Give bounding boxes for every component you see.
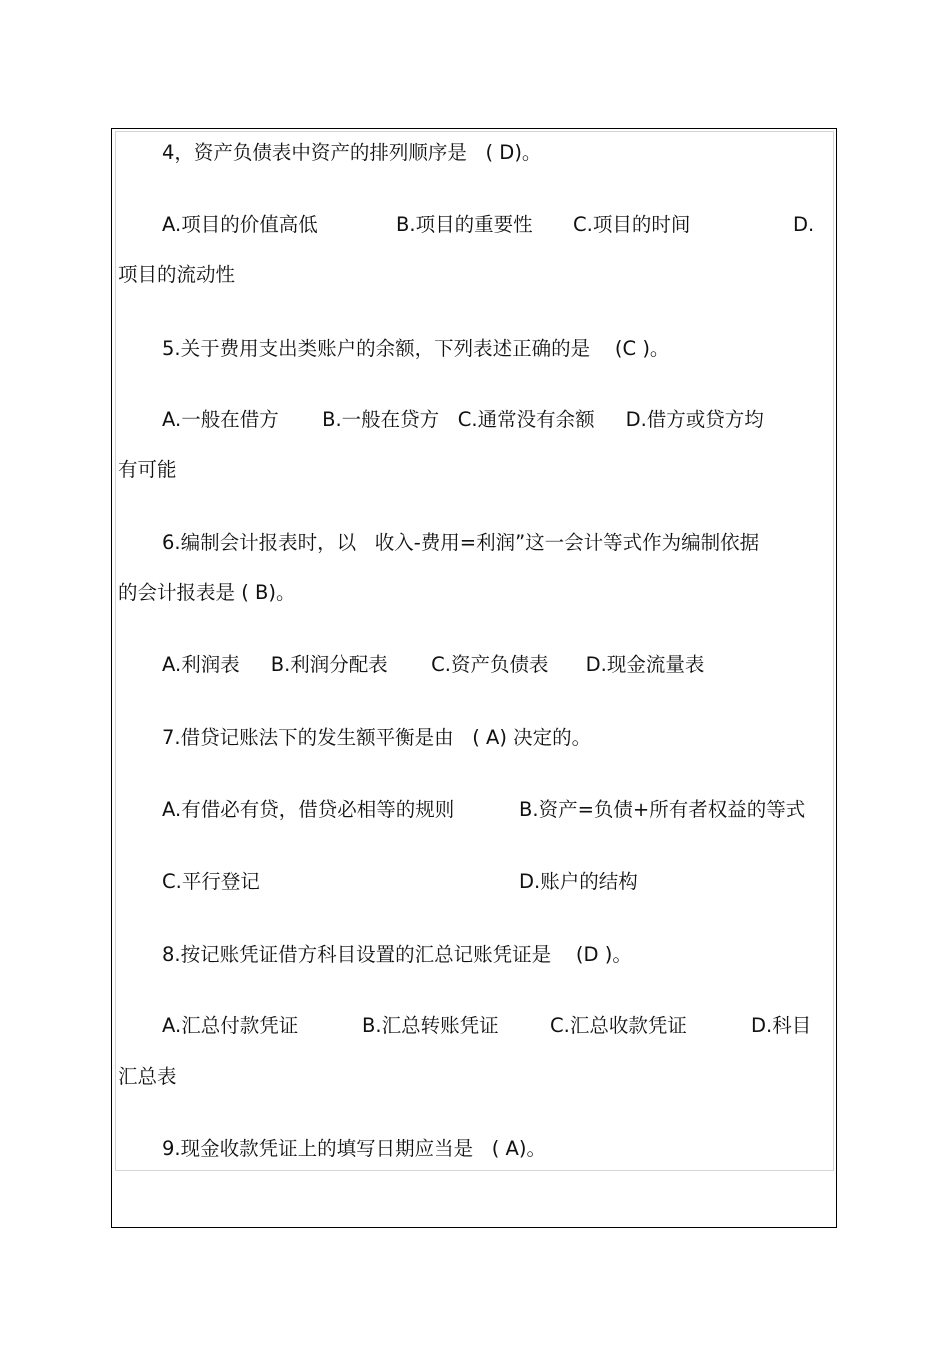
- question-5-stem: 5.关于费用支出类账户的余额，下列表述正确的是 (C )。: [162, 337, 670, 360]
- question-5-options: A.一般在借方 B.一般在贷方 C.通常没有余额 D.借方或贷方均: [162, 408, 764, 431]
- question-8-option-d-prefix: D.科目: [751, 1014, 812, 1037]
- question-4-option-d-text: 项目的流动性: [118, 263, 236, 286]
- question-7-option-c: C.平行登记: [162, 870, 260, 893]
- question-4-option-d-prefix: D.: [793, 213, 815, 236]
- question-5-option-d-continuation: 有可能: [118, 458, 177, 481]
- question-7-option-d: D.账户的结构: [519, 870, 638, 893]
- question-8-option-a: A.汇总付款凭证: [162, 1014, 299, 1037]
- question-4-option-a: A.项目的价值高低: [162, 213, 318, 236]
- question-8-option-d-text: 汇总表: [118, 1065, 177, 1088]
- question-7-option-a: A.有借必有贷，借贷必相等的规则: [162, 798, 455, 821]
- question-9-stem: 9.现金收款凭证上的填写日期应当是 ( A)。: [162, 1137, 546, 1160]
- question-7-stem: 7.借贷记账法下的发生额平衡是由 ( A) 决定的。: [162, 726, 592, 749]
- question-4-stem: 4，资产负债表中资产的排列顺序是 ( D)。: [162, 141, 542, 164]
- question-4-option-c: C.项目的时间: [573, 213, 691, 236]
- question-6-options: A.利润表 B.利润分配表 C.资产负债表 D.现金流量表: [162, 653, 705, 676]
- question-6-stem-continuation: 的会计报表是 ( B)。: [118, 581, 296, 604]
- question-8-stem: 8.按记账凭证借方科目设置的汇总记账凭证是 (D )。: [162, 943, 632, 966]
- question-7-option-b: B.资产=负债+所有者权益的等式: [519, 798, 806, 821]
- question-4-option-b: B.项目的重要性: [396, 213, 533, 236]
- question-8-option-c: C.汇总收款凭证: [550, 1014, 687, 1037]
- question-8-option-b: B.汇总转账凭证: [362, 1014, 499, 1037]
- question-6-stem: 6.编制会计报表时，以 收入-费用=利润”这一会计等式作为编制依据: [162, 531, 760, 554]
